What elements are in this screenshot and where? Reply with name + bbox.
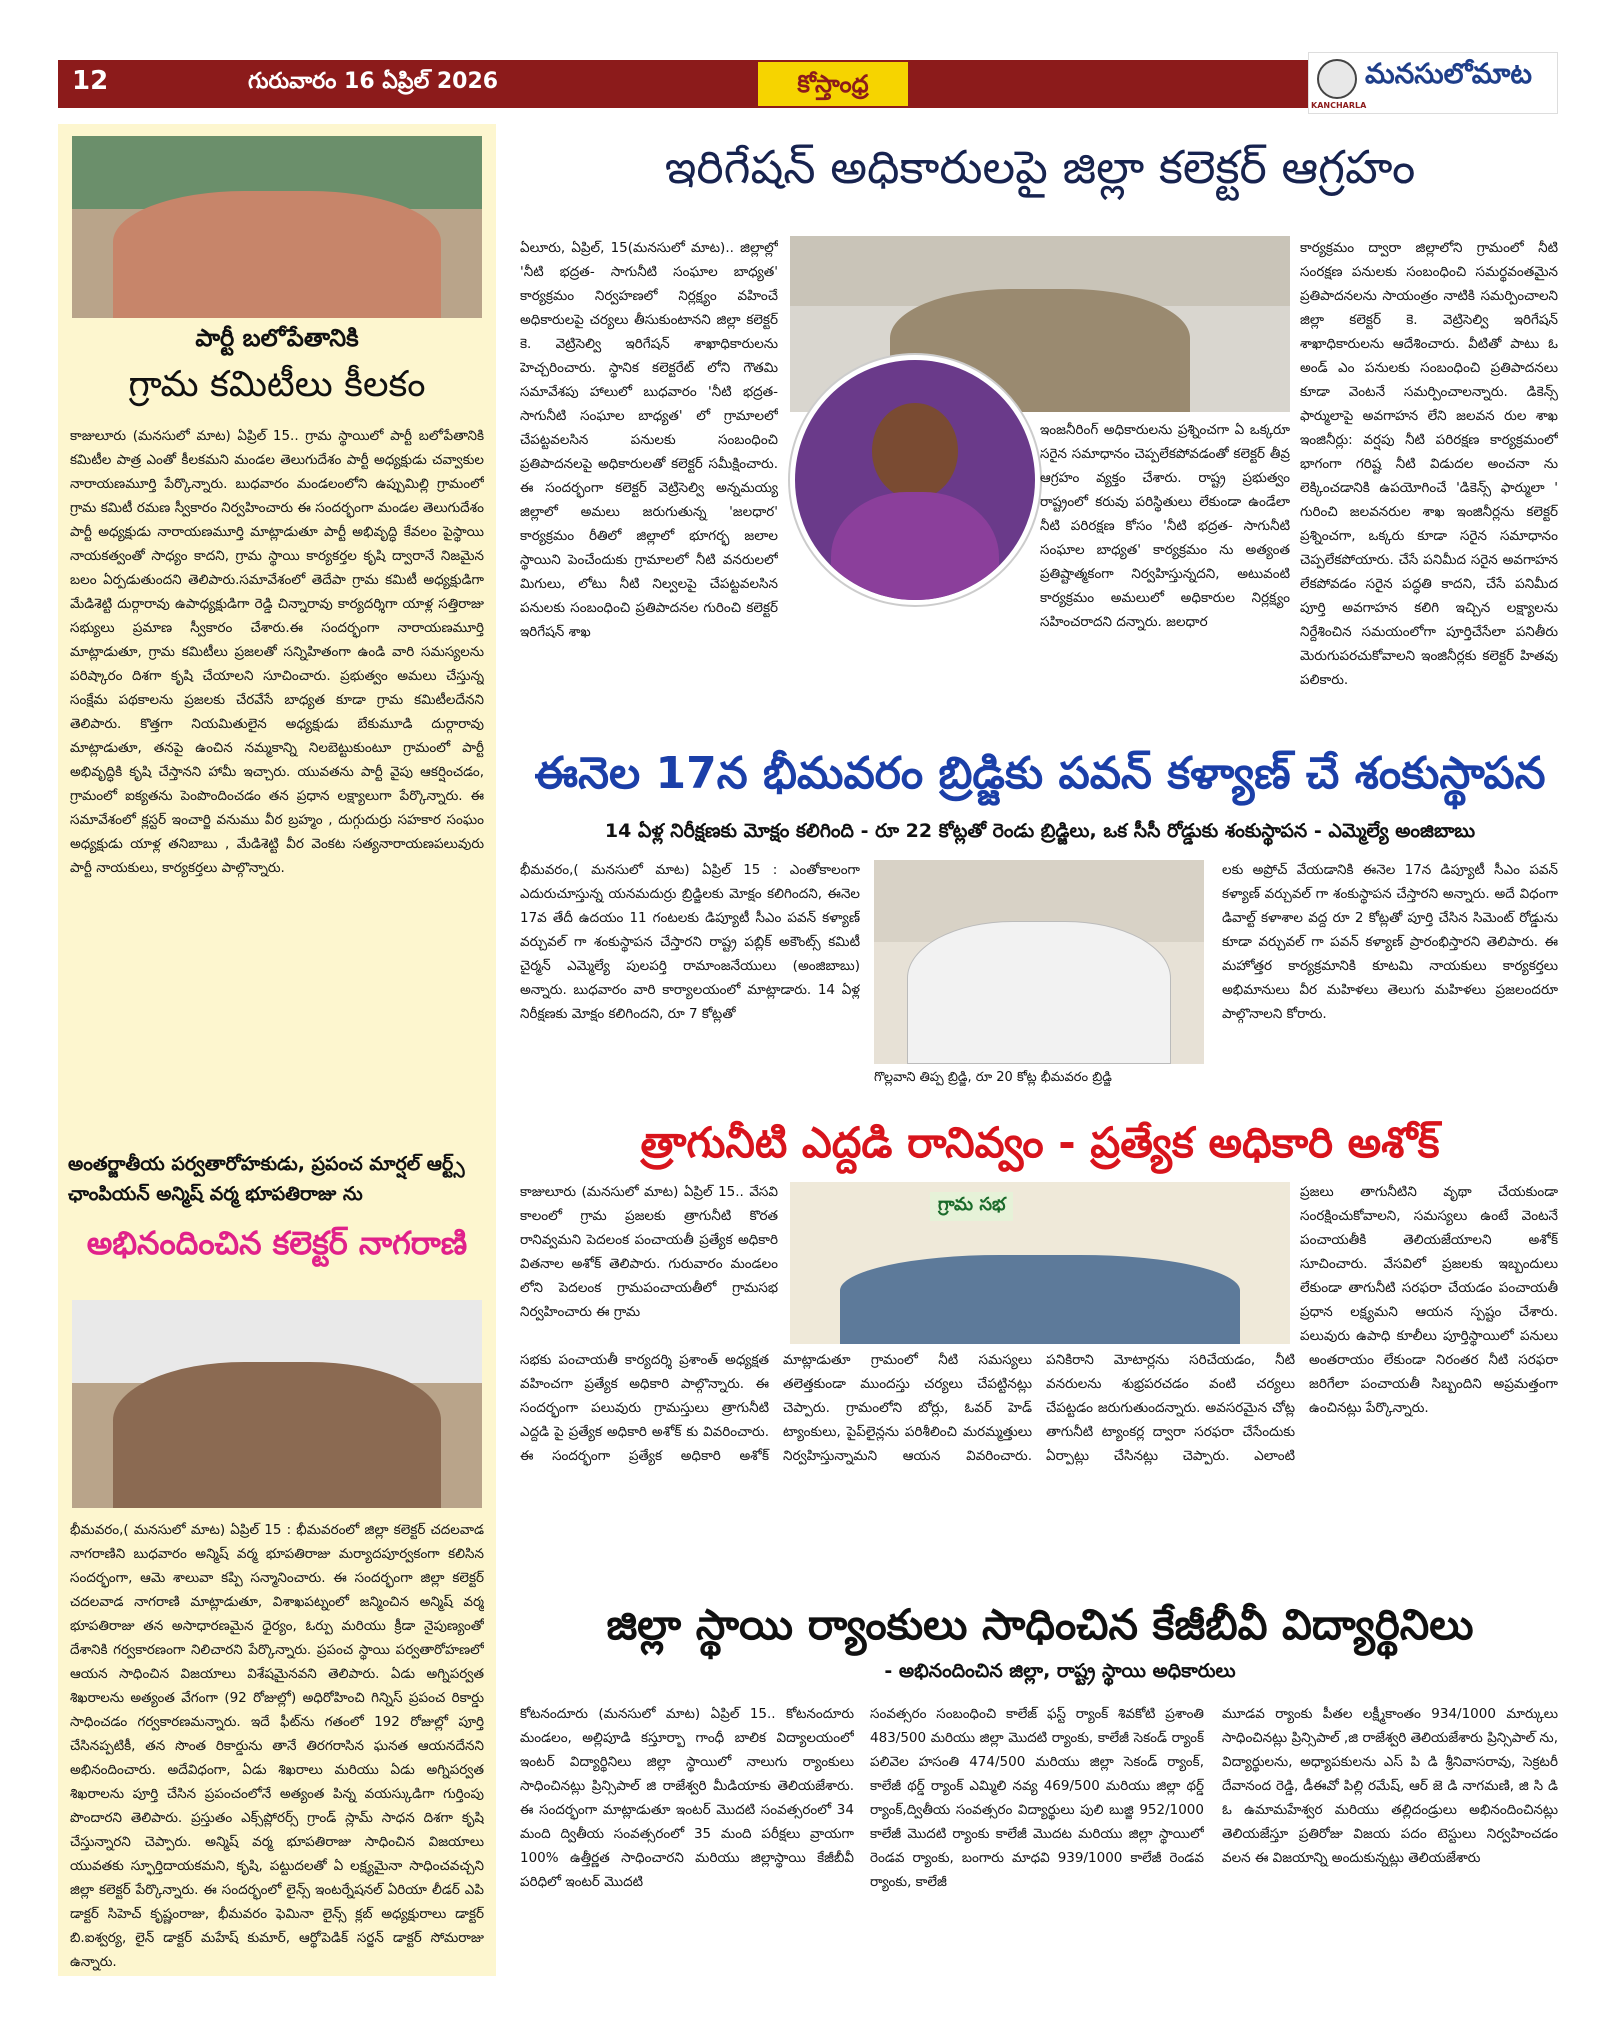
story2-subhead: 14 ఏళ్ల నిరీక్షణకు మోక్షం కలిగింది - రూ 22 కోట్లతో రెండు బ్రిడ్జిలు, ఒక సీసీ రోడ్డుకు శంకుస్థాపన - ఎమ్మెల్యే అంజిబాబు xyxy=(604,820,1476,842)
section-name: కోస్తాంధ్ర xyxy=(758,62,908,106)
story4-headline: జిల్లా స్థాయి ర్యాంకులు సాధించిన కేజీబీవీ విద్యార్థినిలు xyxy=(606,1600,1474,1649)
left-column xyxy=(58,124,496,1976)
story2-col3: లకు అప్రోచ్ వేయడానికి ఈనెల 17న డిప్యూటీ సీఎం పవన్ కళ్యాణ్ వర్చువల్ గా శంకుస్థాపన చేస్తారని అన్నారు. అదే విధంగా డివాల్ట్ కళాశాల వద్ద రూ 2 కోట్లతో పూర్తి చేసిన సిమెంట్ రోడ్డును కూడా వర్చువల్ గా పవన్ కళ్యాణ్ ప్రారంభిస్తారని తెలిపారు. ఈ మహోత్తర కార్యక్రమానికి కూటమి నాయకులు కార్యకర్తలు అభిమానులు వీర మహిళలు తెలుగు మహిళలు ప్రజలందరూ పాల్గొనాలని కోరారు. xyxy=(1222,862,1558,1022)
story4-col3: మూడవ ర్యాంకు పీతల లక్ష్మీకాంతం 934/1000 మార్కులు సాధించినట్లు ప్రిన్సిపాల్ ,జి రాజేశ్వరి తెలియజేశారు ప్రిన్సిపాల్ ను, విద్యార్థులను, అధ్యాపకులను ఎస్ పి డి శ్రీనివాసరావు, సెక్రటరీ దేవానంద రెడ్డి, డీఈవో పిల్లి రమేష్, ఆర్ జె డి నాగమణి, జి సి డి ఓ ఉమామహేశ్వర మరియు తల్లిదండ్రులు అభినందించినట్లు తెలియజేస్తూ ప్రతిరోజు విజయ పదం టెస్టులు నిర్వహించడం వలన ఈ విజయాన్ని అందుకున్నట్లు తెలియజేశారు xyxy=(1222,1706,1558,1866)
mla-photo xyxy=(874,860,1204,1064)
party-meeting-photo xyxy=(72,136,482,318)
masthead-logo-text: KANCHARLA xyxy=(1311,101,1367,110)
story4-subhead: - అభినందించిన జిల్లా, రాష్ట్ర స్థాయి అధికారులు xyxy=(884,1660,1236,1682)
left-story1-kicker: పార్టీ బలోపేతానికి xyxy=(195,324,359,352)
mla-photo-caption: గొల్లవాని తిప్ప బ్రిడ్జి, రూ 20 కోట్ల భీమవరం బ్రిడ్జి xyxy=(874,1070,1112,1085)
story4-col1: కోటనందూరు (మనసులో మాట) ఏప్రిల్ 15.. కోటనందూరు మండలం, అల్లిపూడి కస్తూర్బా గాంధీ బాలిక విద్యాలయంలో ఇంటర్ విద్యార్థినిలు జిల్లా స్థాయిలో నాలుగు ర్యాంకులు సాధించినట్లు ప్రిన్సిపాల్ జి రాజేశ్వరి మీడియాకు తెలియజేశారు. ఈ సందర్భంగా మాట్లాడుతూ ఇంటర్ మొదటి సంవత్సరంలో 34 మంది ద్వితీయ సంవత్సరంలో 35 మంది పరీక్షలు వ్రాయగా 100% ఉత్తీర్ణత సాధించారని మరియు జిల్లాస్థాయి కేజీబీవీ పరిధిలో ఇంటర్ మొదటి xyxy=(520,1706,854,1890)
story3-col3: ప్రజలు తాగునీటిని వృథా చేయకుండా సంరక్షించుకోవాలని, సమస్యలు ఉంటే వెంటనే పంచాయతీకి తెలియజేయాలని అశోక్ సూచించారు. వేసవిలో ప్రజలకు ఇబ్బందులు లేకుండా తాగునీటి సరఫరా చేయడం పంచాయతీ ప్రధాన లక్ష్యమని ఆయన స్పష్టం చేశారు. పలువురు ఉపాధి కూలీలు పూర్తిస్థాయిలో పనులు xyxy=(1300,1184,1558,1344)
story2-headline: ఈనెల 17న భీమవరం బ్రిడ్జికు పవన్ కళ్యాణ్ చే శంకుస్థాపన xyxy=(534,748,1546,799)
story2-col1: భీమవరం,( మనసులో మాట) ఏప్రిల్ 15 : ఎంతోకాలంగా ఎదురుచూస్తున్న యనమదుర్రు బ్రిడ్జిలకు మోక్షం కలిగిందని, ఈనెల 17వ తేదీ ఉదయం 11 గంటలకు డిప్యూటీ సీఎం పవన్ కళ్యాణ్ వర్చువల్ గా శంకుస్థాపన చేస్తారని రాష్ట్ర పబ్లిక్ అకౌంట్స్ కమిటీ చైర్మన్ ఎమ్మెల్యే పులపర్తి రామాంజనేయులు (అంజిబాబు) అన్నారు. బుధవారం వారి కార్యాలయంలో మాట్లాడారు. 14 ఏళ్ల నిరీక్షణకు మోక్షం కలిగిందని, రూ 7 కోట్లతో xyxy=(520,862,860,1022)
collector-felicitation-photo xyxy=(72,1300,482,1508)
story1-col1: ఏలూరు, ఏప్రిల్, 15(మనసులో మాట).. జిల్లాల్లో 'నీటి భద్రత- సాగునీటి సంఘాల బాధ్యత' కార్యక్రమం నిర్వహణలో నిర్లక్ష్యం వహించే అధికారులపై చర్యలు తీసుకుంటానని జిల్లా కలెక్టర్ కె. వెట్రిసెల్వి ఇరిగేషన్ శాఖాధికారులను హెచ్చరించారు. స్థానిక కలెక్టరేట్ లోని గౌతమి సమావేశపు హాలులో బుధవారం 'నీటి భద్రత- సాగునీటి సంఘాల బాధ్యత' లో గ్రామాలలో చేపట్టవలసిన పనులకు సంబంధించి ప్రతిపాదనలపై అధికారులతో కలెక్టర్ సమీక్షించారు. ఈ సందర్భంగా కలెక్టర్ వెట్రిసెల్వి అన్నమయ్య జిల్లాలో అమలు జరుగుతున్న 'జలధార' కార్యక్రమం రీతిలో జిల్లాలో భూగర్భ జలాల స్థాయిని పెంచేందుకు గ్రామాలలో నీటి వనరులలో మిగులు, లోటు నీటి నిల్వలపై చేపట్టవలసిన పనులకు సంబంధించి ప్రతిపాదనల గురించి కలెక్టర్ ఇరిగేషన్ శాఖ xyxy=(520,240,778,640)
masthead xyxy=(1308,52,1558,114)
story4-col2: సంవత్సరం సంబంధించి కాలేజ్ ఫస్ట్ ర్యాంక్ శివకోటి ప్రశాంతి 483/500 మరియు జిల్లా మొదటి ర్యాంకు, కాలేజీ సెకండ్ ర్యాంక్ పలివెల హసంతి 474/500 మరియు జిల్లా సెకండ్ ర్యాంక్, కాలేజీ థర్డ్ ర్యాంక్ ఎమ్మిలి నవ్య 469/500 మరియు జిల్లా థర్డ్ ర్యాంక్,ద్వితీయ సంవత్సరం విద్యార్థులు పులి బుజ్జి 952/1000 కాలేజీ మొదటి ర్యాంకు కాలేజీ మొదట మరియు జిల్లా స్థాయిలో రెండవ ర్యాంకు, బంగారు మాధవి 939/1000 కాలేజీ రెండవ ర్యాంకు, కాలేజీ xyxy=(870,1706,1204,1890)
masthead-portrait-logo xyxy=(1317,59,1357,99)
story1-headline: ఇరిగేషన్ అధికారులపై జిల్లా కలెక్టర్ ఆగ్రహం xyxy=(664,140,1416,194)
page-header xyxy=(58,57,1558,110)
left-story2-subhead: అంతర్జాతీయ పర్వతారోహకుడు, ప్రపంచ మార్షల్ ఆర్ట్స్ ఛాంపియన్ అన్మిష్ వర్మ భూపతిరాజు ను xyxy=(68,1153,465,1205)
story1-col2: ఇంజనీరింగ్ అధికారులను ప్రశ్నించగా ఏ ఒక్కరూ సరైన సమాధానం చెప్పలేకపోవడంతో కలెక్టర్ తీవ్ర ఆగ్రహం వ్యక్తం చేశారు. రాష్ట్ర ప్రభుత్వం రాష్ట్రంలో కరువు పరిస్థితులు లేకుండా ఉండేలా నీటి పరిరక్షణ కోసం 'నీటి భద్రత- సాగునీటి సంఘాల బాధ్యత' కార్యక్రమం ను అత్యంత ప్రతిష్టాత్మకంగా నిర్వహిస్తున్నదని, అటువంటి కార్యక్రమం అమలులో అధికారుల నిర్లక్ష్యం సహించరాదని దన్నారు. జలధార xyxy=(1040,422,1290,630)
masthead-title: మనసులోమాట xyxy=(1365,57,1532,90)
collector-portrait-photo xyxy=(790,355,1040,605)
left-story2-headline: అభినందించిన కలెక్టర్ నాగరాణి xyxy=(86,1224,468,1262)
left-story1-body: కాజులూరు (మనసులో మాట) ఏప్రిల్ 15.. గ్రామ స్థాయిలో పార్టీ బలోపేతానికి కమిటీల పాత్ర ఎంతో కీలకమని మండల తెలుగుదేశం పార్టీ అధ్యక్షుడు చవ్వాకుల నారాయణమూర్తి పేర్కొన్నారు. బుధవారం మండలంలోని ఉప్పుమిల్లి గ్రామంలో గ్రామ కమిటీ రమణ స్వీకారం నిర్వహించారు ఈ సందర్భంగా మండల తెలుగుదేశం పార్టీ అధ్యక్షుడు నారాయణమూర్తి మాట్లాడుతూ పార్టీ అభివృద్ధి కేవలం పైస్థాయి నాయకత్వంతో సాధ్యం కాదని, గ్రామ స్థాయి కార్యకర్తల కృషి ద్వారానే నిజమైన బలం ఏర్పడుతుందని తెలిపారు.సమావేశంలో తెదేపా గ్రామ కమిటీ అధ్యక్షుడిగా మేడిశెట్టి దుర్గారావు ఉపాధ్యక్షుడిగా రెడ్డి చిన్నారావు కార్యదర్శిగా యాళ్ల సత్తిరాజు సభ్యులు ప్రమాణ స్వీకారం చేశారు.ఈ సందర్భంగా నారాయణమూర్తి మాట్లాడుతూ, గ్రామ కమిటీలు ప్రజలతో సన్నిహితంగా ఉండి వారి సమస్యలను పరిష్కారం దిశగా కృషి చేయాలని సూచించారు. ప్రభుత్వం అమలు చేస్తున్న సంక్షేమ పథకాలను ప్రజలకు చేరవేసే బాధ్యత కూడా గ్రామ కమిటీలదేనని తెలిపారు. కొత్తగా నియమితులైన అధ్యక్షుడు బేకుమూడి దుర్గారావు మాట్లాడుతూ, తనపై ఉంచిన నమ్మకాన్ని నిలబెట్టుకుంటూ గ్రామంలో పార్టీ అభివృద్ధికి కృషి చేస్తానని హామీ ఇచ్చారు. యువతను పార్టీ వైపు ఆకర్షించడం, గ్రామంలో ఐక్యతను పెంపొందించడం తన ప్రధాన లక్ష్యాలుగా పేర్కొన్నారు. ఈ సమావేశంలో క్లస్టర్ ఇంచార్జి వనుము వీర బ్రహ్మం , దుగ్గుదుర్రు సహకార సంఘం అధ్యక్షుడు యాళ్ల తనిబాబు , మేడిశెట్టి వీర వెంకట సత్యనారాయణపలువురు పార్టీ నాయకులు, కార్యకర్తలు పాల్గొన్నారు. xyxy=(70,428,484,876)
left-story2-body: భీమవరం,( మనసులో మాట) ఏప్రిల్ 15 : భీమవరంలో జిల్లా కలెక్టర్ చదలవాడ నాగరాణిని బుధవారం అన్మిష్ వర్మ భూపతిరాజు మర్యాదపూర్వకంగా కలిసిన సందర్భంగా, ఆమె శాలువా కప్పి సన్మానించారు. ఈ సందర్భంగా జిల్లా కలెక్టర్ చదలవాడ నాగరాణి మాట్లాడుతూ, విశాఖపట్నంలో జన్మించిన అన్మిష్ వర్మ భూపతిరాజు తన అసాధారణమైన ధైర్యం, ఓర్పు మరియు క్రీడా నైపుణ్యంతో దేశానికి గర్వకారణంగా నిలిచారని పేర్కొన్నారు. ప్రపంచ స్థాయి పర్వతారోహణలో ఆయన సాధించిన విజయాలు విశేషమైనవని తెలిపారు. ఏడు అగ్నిపర్వత శిఖరాలను అత్యంత వేగంగా (92 రోజుల్లో) అధిరోహించి గిన్నిస్ ప్రపంచ రికార్డు సాధించడం గర్వకారణమన్నారు. ఇదే ఫీట్‌ను గతంలో 192 రోజుల్లో పూర్తి చేసినప్పటికీ, తన సొంత రికార్డును తానే తిరగరాసిన ఘనత ఆయనదేనని అభినందించారు. అదేవిధంగా, ఏడు శిఖరాలు మరియు ఏడు అగ్నిపర్వత శిఖరాలను పూర్తి చేసిన ప్రపంచంలోనే అత్యంత పిన్న వయస్కుడిగా గుర్తింపు పొందారని తెలిపారు. ప్రస్తుతం ఎక్స్‌ప్లోరర్స్ గ్రాండ్ స్లామ్ సాధన దిశగా కృషి చేస్తున్నారని చెప్పారు. అన్మిష్ వర్మ భూపతిరాజు సాధించిన విజయాలు యువతకు స్ఫూర్తిదాయకమని, కృషి, పట్టుదలతో ఏ లక్ష్యమైనా సాధించవచ్చని జిల్లా కలెక్టర్ పేర్కొన్నారు. ఈ సందర్భంలో లైన్స్ ఇంటర్నేషనల్ ఏరియా లీడర్ ఎపి డాక్టర్ సిహెచ్ కృష్ణంరాజు, భీమవరం ఫెమినా లైన్స్ క్లబ్ అధ్యక్షురాలు డాక్టర్ బి.ఐశ్వర్య, లైన్ డాక్టర్ మహేష్ కుమార్, ఆర్థోపెడిక్ సర్జన్ డాక్టర్ సోమరాజు ఉన్నారు. xyxy=(70,1522,484,1970)
grama-sabha-banner: గ్రామ సభ xyxy=(930,1192,1013,1221)
issue-date: గురువారం 16 ఏప్రిల్ 2026 xyxy=(248,69,499,94)
left-story1-headline: గ్రామ కమిటీలు కీలకం xyxy=(128,364,426,405)
story3-body: సభకు పంచాయతీ కార్యదర్శి ప్రశాంత్ అధ్యక్షత వహించగా ప్రత్యేక అధికారి పాల్గొన్నారు. ఈ సందర్భంగా పలువురు గ్రామస్తులు త్రాగునీటి ఎద్దడి పై ప్రత్యేక అధికారి అశోక్ కు వివరించారు. ఈ సందర్భంగా ప్రత్యేక అధికారి అశోక్ మాట్లాడుతూ గ్రామంలో నీటి సమస్యలు తలెత్తకుండా ముందస్తు చర్యలు చేపట్టినట్లు చెప్పారు. గ్రామంలోని బోర్లు, ఓవర్ హెడ్ ట్యాంకులు, పైప్‌లైన్లను పరిశీలించి మరమ్మత్తులు నిర్వహిస్తున్నామని ఆయన వివరించారు. పనికిరాని మోటార్లను సరిచేయడం, నీటి వనరులను శుభ్రపరచడం వంటి చర్యలు చేపట్టడం జరుగుతుందన్నారు. అవసరమైన చోట్ల తాగునీటి ట్యాంకర్ల ద్వారా సరఫరా చేసేందుకు ఏర్పాట్లు చేసినట్లు చెప్పారు. ఎలాంటి అంతరాయం లేకుండా నిరంతర నీటి సరఫరా జరిగేలా పంచాయతీ సిబ్బందిని అప్రమత్తంగా ఉంచినట్లు పేర్కొన్నారు. xyxy=(520,1352,1558,1464)
story3-headline: త్రాగునీటి ఎద్దడి రానివ్వం - ప్రత్యేక అధికారి అశోక్ xyxy=(640,1118,1440,1167)
story3-col1: కాజులూరు (మనసులో మాట) ఏప్రిల్ 15.. వేసవి కాలంలో గ్రామ ప్రజలకు త్రాగునీటి కొరత రానివ్వమని పెదలంక పంచాయతీ ప్రత్యేక అధికారి వితనాల అశోక్ తెలిపారు. గురువారం మండలం లోని పెదలంక గ్రామపంచాయతీలో గ్రామసభ నిర్వహించారు ఈ గ్రామ xyxy=(520,1184,778,1320)
grama-sabha-photo xyxy=(790,1182,1290,1344)
page-number: 12 xyxy=(72,66,109,96)
story1-col3: కార్యక్రమం ద్వారా జిల్లాలోని గ్రామంలో నీటి సంరక్షణ పనులకు సంబంధించి సమర్థవంతమైన ప్రతిపాదనలను సాయంత్రం నాటికి సమర్పించాలని జిల్లా కలెక్టర్ కె. వెట్రిసెల్వి ఇరిగేషన్ శాఖాధికారులను ఆదేశించారు. వీటితో పాటు ఓ అండ్ ఎం పనులకు సంబంధించి ప్రతిపాదనలు కూడా వెంటనే సమర్పించాలన్నారు. డికెన్స్ ఫార్ములాపై అవగాహన లేని జలవన రుల శాఖ ఇంజినీర్లు: వర్షపు నీటి పరిరక్షణ కార్యక్రమంలో భాగంగా గరిష్ట నీటి విడుదల అంచనా ను లెక్కించడానికి ఉపయోగించే 'డికెన్స్ ఫార్ములా ' గురించి జలవనరుల శాఖ ఇంజినీర్లను కలెక్టర్ ప్రశ్నించగా, ఒక్కరు కూడా సరైన సమాధానం చెప్పలేకపోయారు. చేసే పనిమీద సరైన అవగాహన లేకపోవడం సరైన పద్ధతి కాదని, చేసే పనిమీద పూర్తి అవగాహన కలిగి ఇచ్చిన లక్ష్యాలను నిర్దేశించిన సమయంలోగా పూర్తిచేసేలా పనితీరు మెరుగుపరచుకోవాలని ఇంజినీర్లకు కలెక్టర్ హితవు పలికారు. xyxy=(1300,240,1558,688)
